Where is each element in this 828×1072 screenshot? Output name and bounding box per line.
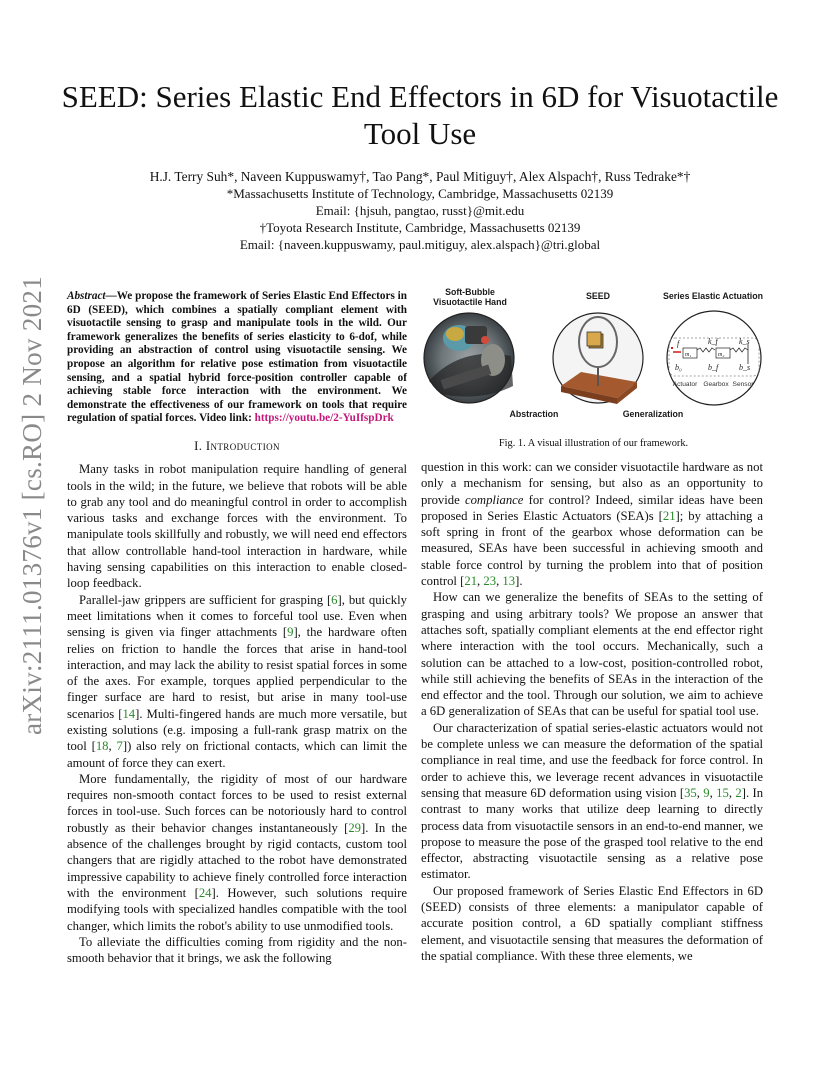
right-column — [421, 459, 763, 964]
figure-1 — [421, 286, 766, 426]
paragraph-text: , — [477, 574, 484, 589]
paragraph-text: , — [108, 739, 117, 754]
body-paragraph — [421, 589, 763, 719]
sym-m2: m₂ — [718, 352, 725, 358]
abstract — [67, 290, 407, 426]
emphasis-text: compliance — [464, 492, 524, 507]
label-abstraction: Abstraction — [509, 409, 559, 419]
label-seed: SEED — [586, 291, 610, 301]
body-paragraph — [67, 592, 407, 771]
affiliation-2: †Toyota Research Institute, Cambridge, Massachusetts 02139 — [259, 220, 581, 235]
citation-link[interactable]: 13 — [502, 574, 516, 589]
citation-link[interactable]: 9 — [703, 785, 710, 800]
sym-kt: k_f — [708, 337, 718, 346]
sym-ks: k_s — [739, 337, 750, 346]
email-2: Email: {naveen.kuppuswamy, paul.mitiguy, alex.alspach}@tri.global — [239, 237, 601, 252]
citation-link[interactable]: 2 — [735, 785, 742, 800]
abstract-lead: Abstract — [67, 290, 106, 302]
citation-link[interactable]: 21 — [662, 508, 676, 523]
label-sea: Series Elastic Actuation — [663, 291, 763, 301]
paragraph-text: Parallel-jaw grippers are sufficient for grasping [ — [79, 592, 332, 607]
sym-f: f — [677, 339, 680, 348]
label-hand-1: Soft-Bubble — [445, 287, 495, 297]
citation-link[interactable]: 23 — [483, 574, 497, 589]
arxiv-id: arXiv:2111.01376v1 [cs.RO] 2 Nov 2021 — [17, 275, 48, 735]
paragraph-text: ]. However, such solutions require modifying tools with specialized handles compatible with the tool changer, which limits the robot's ability to use unmodified tools. — [67, 885, 407, 933]
section-number: I. — [194, 438, 203, 453]
paragraph-text: ]. Multi-fingered hands are much more versatile, but existing solutions (e.g. imposing a full-rank grasp matrix on the tool [ — [67, 706, 408, 754]
body-paragraph — [421, 459, 763, 589]
section-heading — [67, 438, 407, 454]
citation-link[interactable]: 35 — [684, 785, 697, 800]
label-sensor: Sensor — [732, 381, 754, 388]
paragraph-text: ]. In the absence of the challenges brought by rigid contacts, custom tool changers that are rigidly attached to the robot have demonstrated impressive capability to achieve finely controlled force interaction with the environment [ — [67, 820, 407, 900]
figure-illustration — [421, 286, 766, 426]
left-column — [67, 290, 407, 966]
paragraph-text: ]. — [515, 574, 523, 589]
sym-bf: b_f — [708, 363, 719, 372]
sea-diagram — [667, 311, 761, 405]
body-paragraph — [67, 771, 407, 934]
abstract-body: —We propose the framework of Series Elastic End Effectors in 6D (SEED), which combines a spatially compliant element with visuotactile sensing to grasp and manipulate tools in the wild. Our framework generalizes the benefits of series elasticity to 6-dof, while providing an abstraction of control using visuotactile sensing. We propose an algorithm for relative pose estimation from visuotactile sensing, and a spatial hybrid force-position controller capable of achieving stable force interaction with the environment. We demonstrate the effectiveness of our framework on tools that require regulation of spatial forces. Video link: — [67, 290, 407, 425]
section-title: Introduction — [205, 438, 280, 453]
paragraph-text: ]) also rely on frictional contacts, which can limit the amount of force they can exert. — [67, 739, 408, 770]
paragraph-text: More fundamentally, the rigidity of most of our hardware requires non-smooth contact forces to be used to resist external forces in tool-use. Such forces can be notoriously hard to control robustly as their behavior changes instantaneously [ — [67, 771, 407, 835]
label-hand-2: Visuotactile Hand — [433, 297, 507, 307]
sym-b0: b₀ — [675, 363, 682, 372]
paragraph-text: ]; by attaching a soft spring in front of the gearbox whose deformation can be measured, SEAs have been successful in achieving smooth and stable force control by turning the problem into that of position control [ — [421, 508, 763, 589]
body-paragraph — [67, 934, 407, 967]
paragraph-text: , — [696, 785, 704, 800]
label-actuator: Actuator — [672, 381, 698, 388]
body-paragraph — [421, 883, 763, 964]
arxiv-stamp — [9, 275, 57, 735]
label-gearbox: Gearbox — [703, 381, 729, 388]
sym-bs: b_s — [739, 363, 751, 372]
affiliation-1: *Massachusetts Institute of Technology, Cambridge, Massachusetts 02139 — [226, 186, 614, 201]
label-generalization: Generalization — [622, 409, 684, 419]
paragraph-text: , — [709, 785, 717, 800]
paragraph-text: Our characterization of spatial series-elastic actuators would not be complete unless we can measure the deformation of the spatial compliance in real time, and use the feedback for force control. In order to achieve this, we leverage recent advances in visuotactile sensing that measure 6D deformation using vision [ — [421, 720, 763, 800]
title-block — [60, 78, 780, 253]
paper-title: SEED: Series Elastic End Effectors in 6D for Visuotactile Tool Use — [61, 79, 779, 151]
hand-photo — [424, 313, 514, 403]
left-body — [67, 461, 407, 966]
paragraph-text: , — [496, 574, 503, 589]
paragraph-text: for control? Indeed, similar ideas have been proposed in Series Elastic Actuators (SEA)s [ — [421, 492, 763, 523]
citation-link[interactable]: 15 — [716, 785, 729, 800]
paragraph-text: Our proposed framework of Series Elastic End Effectors in 6D (SEED) consists of three elements: a manipulator capable of accurate position control, a 6D spatially compliant stiffness element, and visuotactile sensing that measures the deformation of the spatial compliance. With these three elements, we — [421, 883, 763, 963]
citation-link[interactable]: 7 — [116, 739, 123, 754]
sym-m1: m₁ — [685, 352, 692, 358]
paragraph-text: question in this work: can we consider visuotactile hardware as not only a mechanism for sensing, but also as an opportunity to provide — [421, 460, 763, 507]
paragraph-text: Many tasks in robot manipulation require handling of general tools in the wild; in the future, we believe that robots will be able to grab any tool and do meaningful control in order to accomplish various tasks and exchange forces with the environment. To manipulate tools skillfully and robustly, we will need end effectors that allow controllable hand-tool interaction in hardware, while having sensing capabilities on this interaction to enable closed-loop feedback. — [67, 462, 407, 591]
citation-link[interactable]: 18 — [95, 739, 109, 754]
figure-caption: Fig. 1. A visual illustration of our framework. — [498, 438, 689, 449]
citation-link[interactable]: 14 — [122, 706, 136, 721]
citation-link[interactable]: 9 — [287, 625, 294, 640]
citation-link[interactable]: 21 — [464, 574, 478, 589]
citation-link[interactable]: 6 — [331, 592, 338, 607]
seed-illustration — [553, 313, 643, 404]
right-body — [421, 459, 763, 964]
body-paragraph — [67, 461, 407, 591]
paragraph-text: ], but quickly meet limitations when it comes to forceful tool use. Even when sensing is given via finger attachments [ — [67, 592, 407, 640]
paragraph-text: ], the hardware often relies on friction to handle the forces that arise in hand-tool interaction, and may lack the ability to resist spatial forces in some of the axes. For example, torques applied perpendicular to the finger surface are hard to resist, but arise in many tool-use scenarios [ — [67, 625, 407, 721]
author-list: H.J. Terry Suh*, Naveen Kuppuswamy†, Tao Pang*, Paul Mitiguy†, Alex Alspach†, Russ Tedrake*† — [149, 169, 691, 184]
body-paragraph — [421, 720, 763, 883]
video-link[interactable]: https://youtu.be/2-YuIfspDrk — [254, 412, 394, 425]
paragraph-text: , — [728, 785, 736, 800]
citation-link[interactable]: 29 — [348, 820, 362, 835]
paragraph-text: How can we generalize the benefits of SEAs to the setting of grasping and using arbitrary tools? We propose an answer that attaches soft, spatially compliant elements at the end effector right where interaction with the tool occurs. Mechanically, such a solution can be attached to a low-cost, position-controlled robot, while still achieving the benefits of SEAs in the interaction of the end effector and the tool. Through our solution, we aim to achieve a 6D generalization of SEAs that can be useful for spatial tool use. — [421, 590, 763, 719]
citation-link[interactable]: 24 — [198, 885, 212, 900]
paragraph-text: ]. In contrast to many works that utilize deep learning to directly process data from visuotactile sensors in an end-to-end manner, we propose to measure the pose of the grasped tool relative to the end effector, abstracting visuotactile sensing as a relative pose estimator. — [421, 785, 764, 882]
email-1: Email: {hjsuh, pangtao, russt}@mit.edu — [315, 203, 525, 218]
paragraph-text: To alleviate the difficulties coming from rigidity and the non-smooth behavior that it brings, we ask the following — [67, 934, 407, 966]
